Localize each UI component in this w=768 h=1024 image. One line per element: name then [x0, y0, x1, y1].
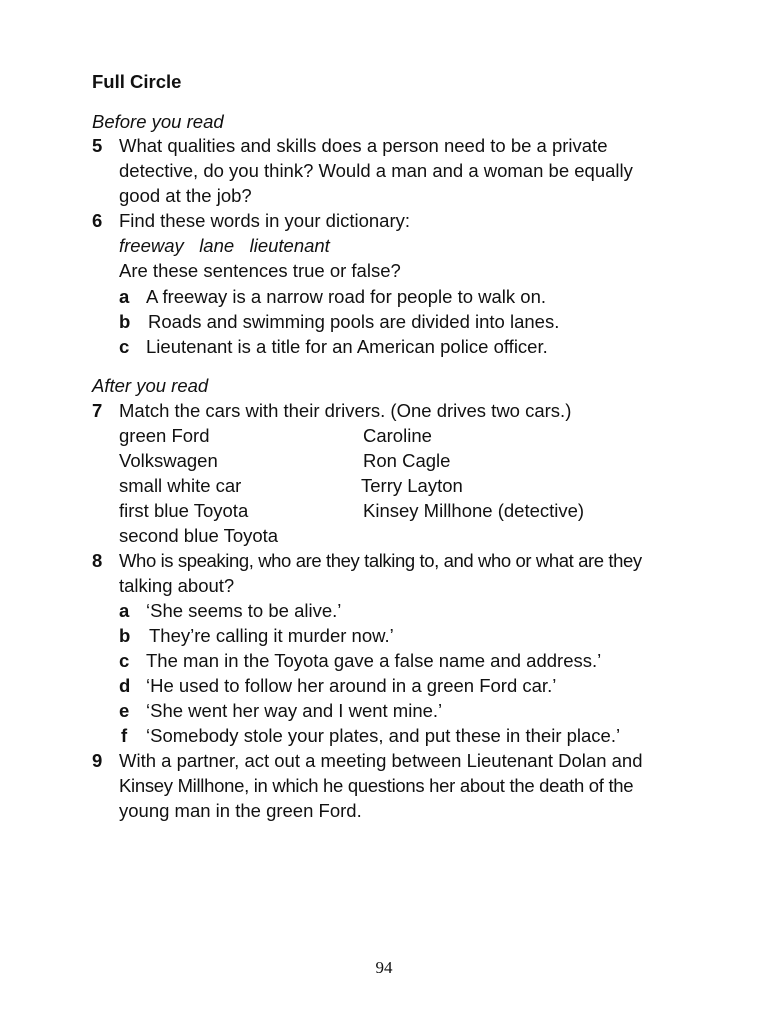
- item-letter: d: [119, 675, 131, 696]
- car-item: second blue Toyota: [119, 525, 279, 546]
- question-9-number: 9: [92, 750, 103, 771]
- car-item: Volkswagen: [119, 450, 218, 471]
- car-item: green Ford: [119, 425, 210, 446]
- question-7-text: Match the cars with their drivers. (One drives two cars.): [119, 400, 572, 421]
- car-item: first blue Toyota: [119, 500, 249, 521]
- question-9-line: young man in the green Ford.: [119, 800, 362, 821]
- item-letter: a: [119, 600, 130, 621]
- question-9-line: Kinsey Millhone, in which he questions her about the death of the: [119, 775, 634, 796]
- item-text: ‘Somebody stole your plates, and put these in their place.’: [146, 725, 621, 746]
- item-letter: e: [119, 700, 130, 721]
- car-item: small white car: [119, 475, 242, 496]
- item-text: They’re calling it murder now.’: [149, 625, 394, 646]
- question-8-number: 8: [92, 550, 103, 571]
- item-text: A freeway is a narrow road for people to walk on.: [146, 286, 547, 307]
- item-letter: c: [119, 336, 130, 357]
- page-number: 94: [375, 958, 393, 977]
- driver-item: Kinsey Millhone (detective): [363, 500, 585, 521]
- question-6-words: freeway lane lieutenant: [119, 235, 330, 256]
- question-6-prompt: Are these sentences true or false?: [119, 260, 401, 281]
- question-5-line: What qualities and skills does a person need to be a private: [119, 135, 608, 156]
- item-letter: c: [119, 650, 130, 671]
- item-letter: b: [119, 625, 131, 646]
- before-you-read-heading: Before you read: [92, 111, 224, 132]
- item-letter: b: [119, 311, 131, 332]
- item-letter: a: [119, 286, 130, 307]
- question-8-line: talking about?: [119, 575, 235, 596]
- item-text: ‘She went her way and I went mine.’: [146, 700, 443, 721]
- page-title: Full Circle: [92, 71, 182, 92]
- question-8-line: Who is speaking, who are they talking to, and who or what are they: [119, 550, 642, 571]
- item-text: Lieutenant is a title for an American police officer.: [146, 336, 548, 357]
- question-6-number: 6: [92, 210, 103, 231]
- driver-item: Caroline: [363, 425, 432, 446]
- question-5-line: detective, do you think? Would a man and a woman be equally: [119, 160, 633, 181]
- question-6-intro: Find these words in your dictionary:: [119, 210, 410, 231]
- driver-item: Ron Cagle: [363, 450, 451, 471]
- item-text: Roads and swimming pools are divided into lanes.: [148, 311, 560, 332]
- question-7-number: 7: [92, 400, 103, 421]
- question-5-line: good at the job?: [119, 185, 252, 206]
- after-you-read-heading: After you read: [92, 375, 209, 396]
- question-9-line: With a partner, act out a meeting between Lieutenant Dolan and: [119, 750, 643, 771]
- item-text: ‘He used to follow her around in a green Ford car.’: [146, 675, 557, 696]
- item-text: The man in the Toyota gave a false name and address.’: [146, 650, 602, 671]
- item-letter: f: [121, 725, 128, 746]
- question-5-number: 5: [92, 135, 103, 156]
- driver-item: Terry Layton: [361, 475, 463, 496]
- item-text: ‘She seems to be alive.’: [146, 600, 342, 621]
